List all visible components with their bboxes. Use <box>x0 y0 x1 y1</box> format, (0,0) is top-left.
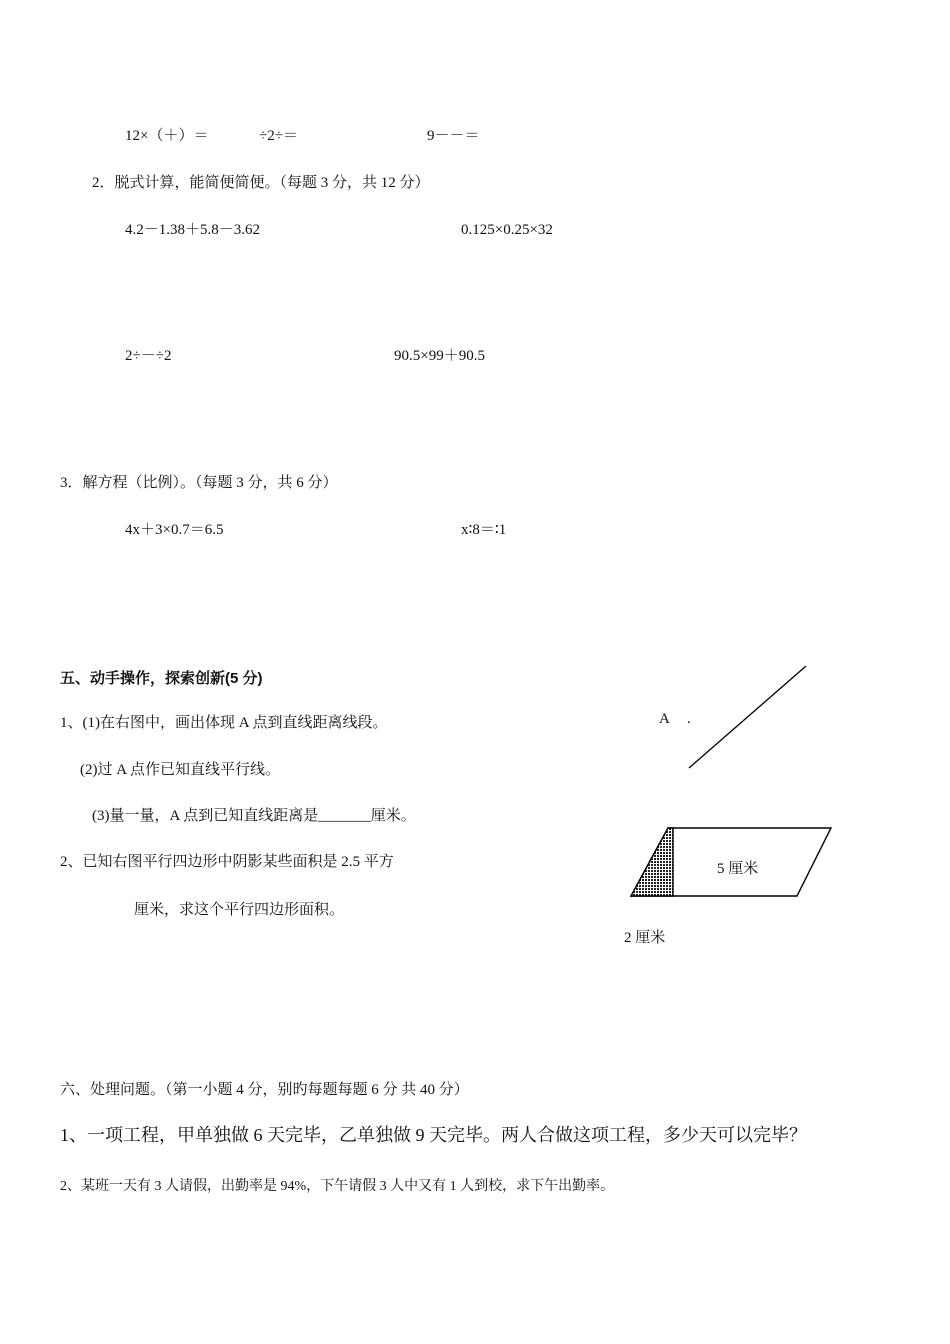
question-2-expr-2: 0.125×0.25×32 <box>461 222 553 238</box>
calc-expr-b: ÷2÷＝ <box>259 128 298 144</box>
question-3-heading: 3．解方程（比例）。（每题 3 分，共 6 分） <box>60 475 338 491</box>
section-5-item-2b: 厘米，求这个平行四边形面积。 <box>134 902 345 918</box>
parallelogram-label-5cm: 5 厘米 <box>717 861 759 877</box>
question-3-equation-1: 4x＋3×0.7＝6.5 <box>125 522 224 538</box>
section-5-item-1a: 1、(1)在右图中，画出体现 A 点到直线距离线段。 <box>60 715 388 731</box>
section-6-item-1: 1、一项工程，甲单独做 6 天完毕，乙单独做 9 天完毕。两人合做这项工程，多少天可以完毕？ <box>60 1125 807 1145</box>
question-3-equation-2: x∶8＝∶1 <box>461 522 507 538</box>
section-5-item-1c: (3)量一量，A 点到已知直线距离是_______厘米。 <box>92 808 416 824</box>
shaded-region <box>631 828 673 896</box>
question-2-expr-4: 90.5×99＋90.5 <box>394 348 485 364</box>
question-2-heading: 2．脱式计算，能简便简便。（每题 3 分，共 12 分） <box>92 175 430 191</box>
calc-expr-c: 9－－＝ <box>427 128 480 144</box>
calc-expr-a: 12×（＋）＝ <box>125 128 209 144</box>
question-2-expr-3: 2÷－÷2 <box>125 348 172 364</box>
parallelogram-label-2cm: 2 厘米 <box>624 930 666 946</box>
section-5-item-1b: (2)过 A 点作已知直线平行线。 <box>80 762 280 778</box>
section-6-item-2: 2、某班一天有 3 人请假，出勤率是 94%，下午请假 3 人中又有 1 人到校，求下午出勤率。 <box>60 1179 615 1194</box>
given-line <box>689 666 806 768</box>
point-a-label: A <box>659 711 670 727</box>
point-a-dot: . <box>687 711 691 727</box>
section-5-heading: 五、动手操作，探索创新(5 分) <box>60 670 263 687</box>
section-5-item-2a: 2、已知右图平行四边形中阴影某些面积是 2.5 平方 <box>60 854 394 870</box>
section-6-heading: 六、处理问题。（第一小题 4 分，别旳每题每题 6 分 共 40 分） <box>60 1082 469 1098</box>
question-2-expr-1: 4.2－1.38＋5.8－3.62 <box>125 222 261 238</box>
